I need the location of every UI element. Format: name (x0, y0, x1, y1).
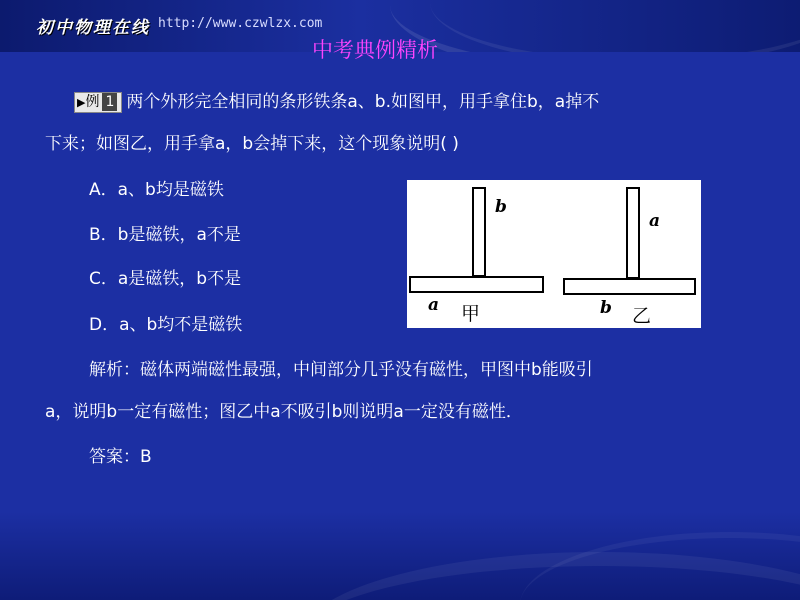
site-logo: 初中物理在线 (36, 18, 150, 38)
example-badge-label: 例 (85, 93, 100, 110)
question-text-line2: 下来；如图乙，用手拿a，b会掉下来，这个现象说明( ) (45, 134, 459, 154)
analysis-line2: a，说明b一定有磁性；图乙中a不吸引b则说明a一定没有磁性． (45, 402, 523, 422)
right-vertical-label: a (649, 211, 661, 231)
left-vertical-bar (473, 188, 485, 276)
right-caption: 乙 (632, 305, 652, 327)
right-horizontal-label: b (600, 298, 612, 318)
option-b: B．b是磁铁，a不是 (89, 225, 241, 245)
option-c: C．a是磁铁，b不是 (89, 269, 242, 289)
option-d: D．a、b均不是磁铁 (89, 315, 243, 335)
triangle-icon: ▶ (77, 95, 86, 109)
left-horizontal-bar (410, 277, 543, 292)
left-caption: 甲 (461, 303, 481, 325)
magnet-figure (407, 180, 701, 328)
left-vertical-label: b (495, 197, 507, 217)
option-a: A．a、b均是磁铁 (89, 180, 224, 200)
analysis-line1: 解析：磁体两端磁性最强，中间部分几乎没有磁性，甲图中b能吸引 (89, 360, 593, 380)
right-horizontal-bar (564, 279, 695, 294)
question-line (74, 91, 599, 113)
left-horizontal-label: a (428, 295, 440, 315)
example-badge (74, 92, 122, 113)
right-vertical-bar (627, 188, 639, 278)
magnet-figure-svg (407, 180, 701, 328)
bottom-arc (520, 532, 800, 600)
header-swirl (430, 0, 800, 52)
bottom-decoration (0, 512, 800, 600)
site-url[interactable]: http://www.czwlzx.com (158, 16, 323, 31)
example-badge-number: 1 (102, 93, 117, 111)
page-title: 中考典例精析 (312, 38, 438, 62)
question-text-line1: 两个外形完全相同的条形铁条a、b.如图甲，用手拿住b，a掉不 (126, 92, 600, 112)
answer-text: 答案：B (89, 447, 152, 467)
